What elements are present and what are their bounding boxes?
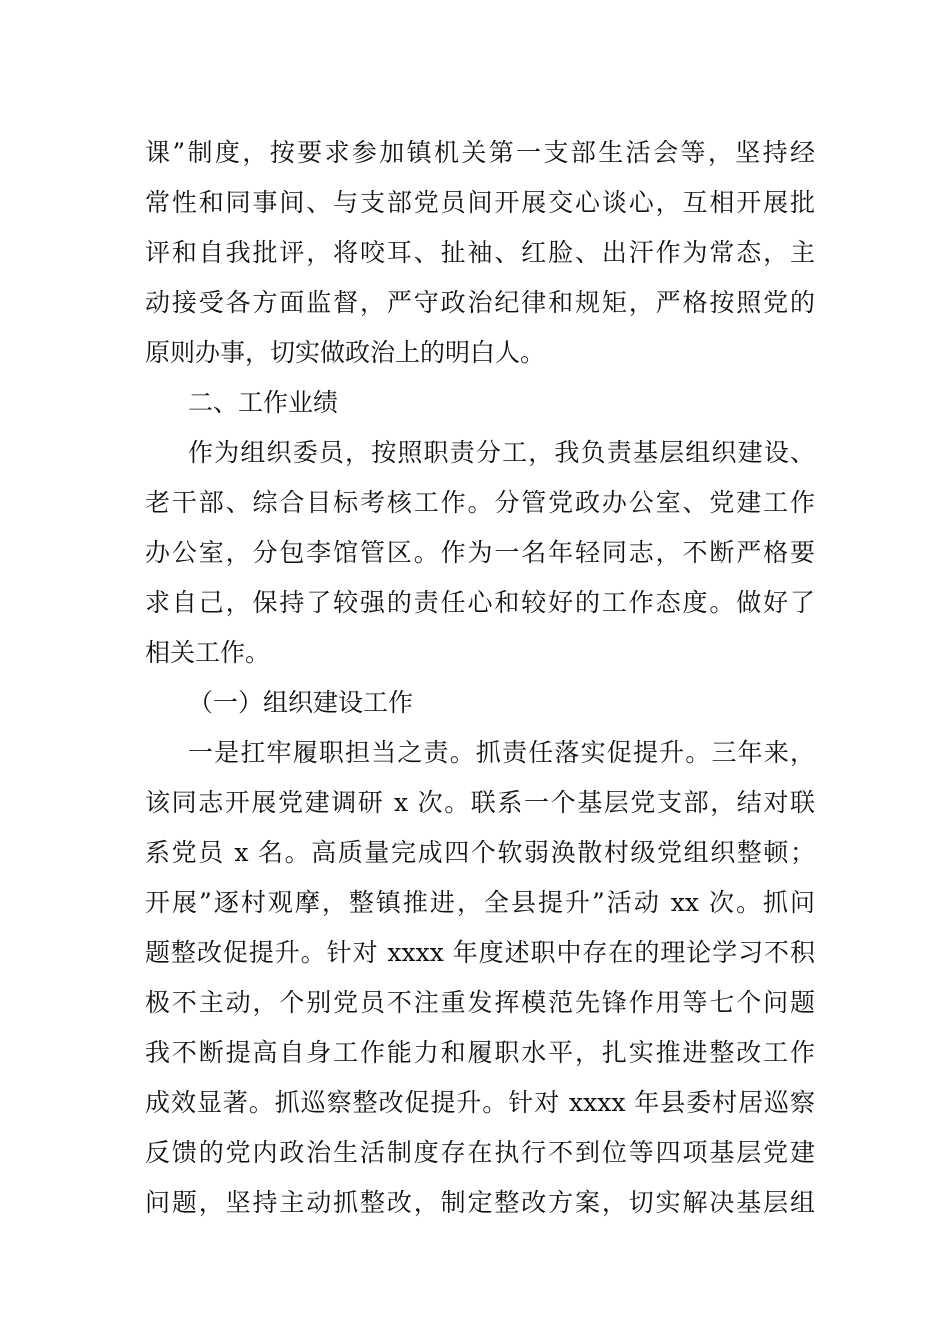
paragraph-line: 动接受各方面监督，严守政治纪律和规矩，严格按照党的 xyxy=(145,288,815,317)
paragraph-line: 该同志开展党建调研 x 次。联系一个基层党支部，结对联 xyxy=(145,788,815,817)
paragraph-line: 问题，坚持主动抓整改，制定整改方案，切实解决基层组 xyxy=(145,1188,815,1217)
paragraph-line: 反馈的党内政治生活制度存在执行不到位等四项基层党建 xyxy=(145,1138,815,1167)
paragraph-line: 相关工作。 xyxy=(145,638,271,667)
paragraph-line: 系党员 x 名。高质量完成四个软弱涣散村级党组织整顿； xyxy=(145,838,815,867)
section-heading: 二、工作业绩 xyxy=(188,388,339,417)
paragraph-line: 开展”逐村观摩，整镇推进，全县提升”活动 xx 次。抓问 xyxy=(145,888,815,917)
paragraph-line: 求自己，保持了较强的责任心和较好的工作态度。做好了 xyxy=(145,588,815,617)
paragraph-line: 课”制度，按要求参加镇机关第一支部生活会等，坚持经 xyxy=(145,138,815,167)
paragraph-line: 一是扛牢履职担当之责。抓责任落实促提升。三年来， xyxy=(188,738,815,767)
subsection-heading: （一）组织建设工作 xyxy=(188,688,414,717)
paragraph-line: 常性和同事间、与支部党员间开展交心谈心，互相开展批 xyxy=(145,188,815,217)
paragraph-line: 原则办事，切实做政治上的明白人。 xyxy=(145,338,546,367)
paragraph-line: 老干部、综合目标考核工作。分管党政办公室、党建工作 xyxy=(145,488,815,517)
paragraph-line: 极不主动，个别党员不注重发挥模范先锋作用等七个问题 xyxy=(145,988,815,1017)
paragraph-line: 我不断提高自身工作能力和履职水平，扎实推进整改工作 xyxy=(145,1038,815,1067)
paragraph-line: 成效显著。抓巡察整改促提升。针对 xxxx 年县委村居巡察 xyxy=(145,1088,815,1117)
paragraph-line: 题整改促提升。针对 xxxx 年度述职中存在的理论学习不积 xyxy=(145,938,815,967)
paragraph-line: 作为组织委员，按照职责分工，我负责基层组织建设、 xyxy=(188,438,815,467)
paragraph-line: 评和自我批评，将咬耳、扯袖、红脸、出汗作为常态，主 xyxy=(145,238,815,267)
paragraph-line: 办公室，分包李馆管区。作为一名年轻同志，不断严格要 xyxy=(145,538,815,567)
